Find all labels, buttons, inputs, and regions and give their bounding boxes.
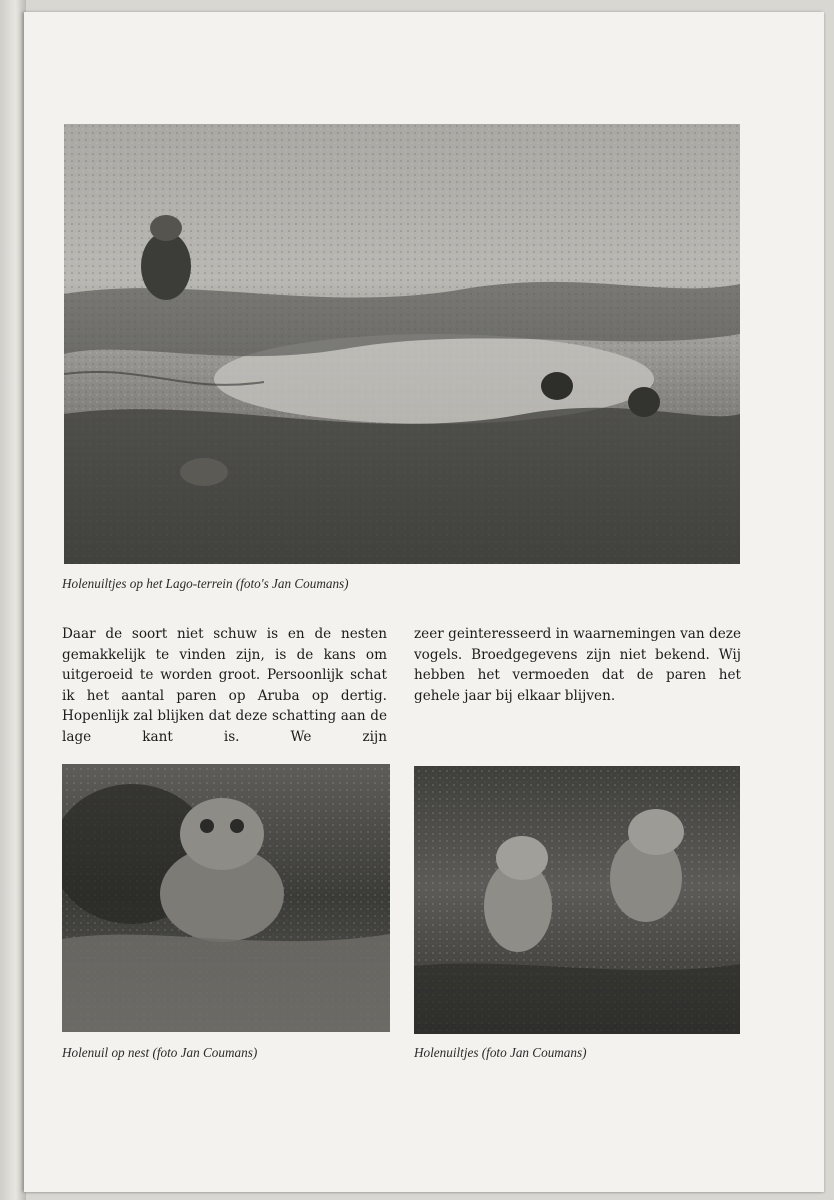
paragraph-right: zeer geinteresseerd in waarnemingen van deze vogels. Broedgegevens zijn niet bekend. Wij hebben het vermoeden dat de paren het gehele jaar bij elkaar blijven. bbox=[414, 626, 741, 704]
text-column-left bbox=[62, 624, 387, 748]
caption-bottom-left-photo: Holenuil op nest (foto Jan Coumans) bbox=[62, 1045, 258, 1060]
caption-top-photo: Holenuiltjes op het Lago-terrein (foto's Jan Coumans) bbox=[62, 576, 349, 591]
photo-owls-lago-terrain bbox=[64, 124, 740, 564]
magazine-page bbox=[24, 12, 824, 1192]
photo-two-owls bbox=[414, 766, 740, 1034]
book-spine-edge bbox=[0, 0, 26, 1200]
text-column-right bbox=[414, 624, 741, 706]
paragraph-left: Daar de soort niet schuw is en de nesten gemakkelijk te vinden zijn, is de kans om uitgeroeid te worden groot. Persoonlijk schat ik het aantal paren op Aruba op dertig. Hopenlijk zal blijken dat deze schatting aan de lage kant is. We zijn bbox=[62, 626, 387, 745]
photo-owl-on-nest bbox=[62, 764, 390, 1032]
caption-bottom-right-photo: Holenuiltjes (foto Jan Coumans) bbox=[414, 1045, 587, 1060]
